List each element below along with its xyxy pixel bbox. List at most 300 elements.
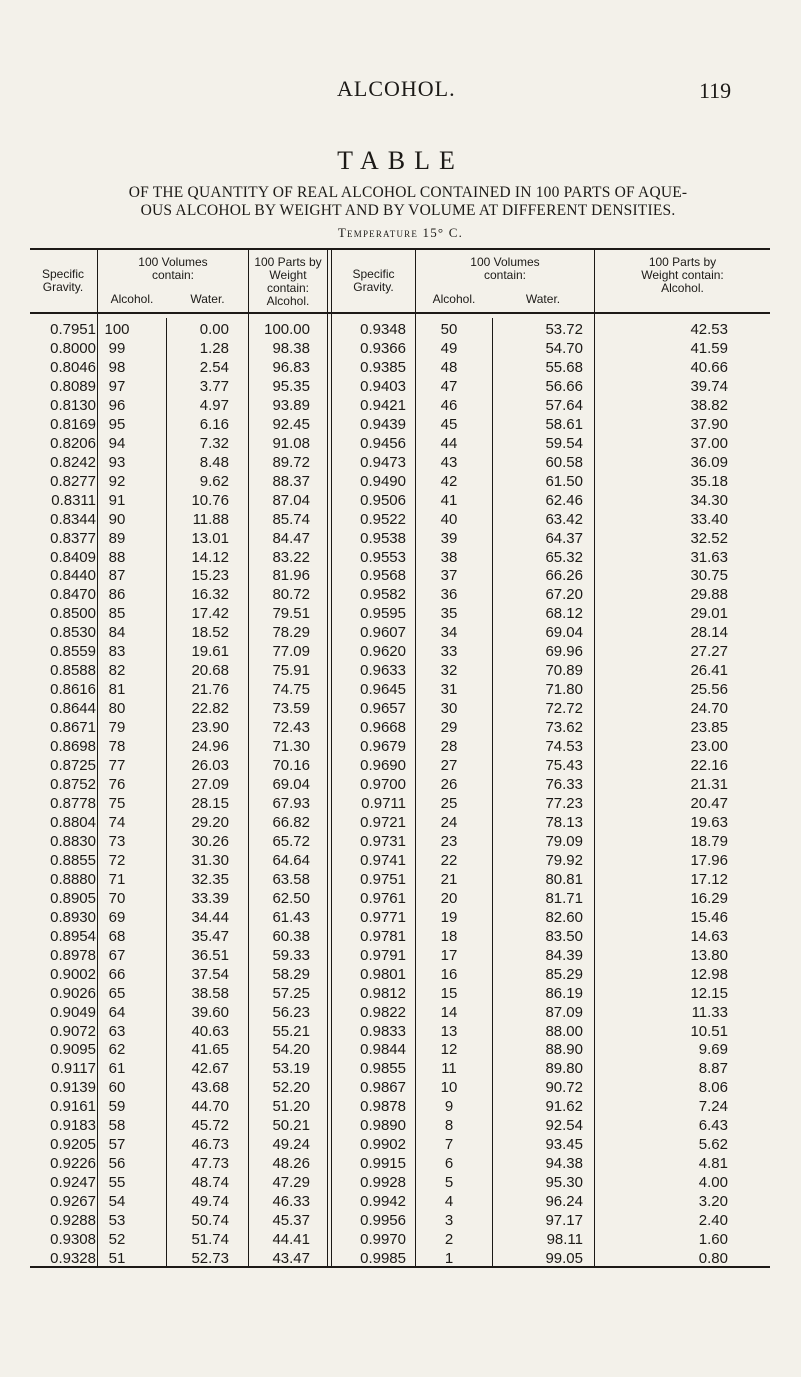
table-cell: 87.09 [545, 1003, 583, 1021]
table-cell: 18.79 [690, 832, 728, 850]
table-cell: 0.9751 [360, 870, 406, 888]
column-divider [331, 250, 332, 1266]
table-cell: 36.09 [690, 453, 728, 471]
table-cell: 44 [440, 434, 458, 452]
table-cell: 96.83 [272, 358, 310, 376]
table-cell: 0.8588 [50, 662, 96, 680]
table-cell: 56 [108, 1155, 126, 1173]
table-cell: 6 [444, 1155, 454, 1173]
table-cell: 57 [108, 1136, 126, 1154]
table-cell: 7.32 [199, 434, 229, 452]
table-cell: 0.9095 [50, 1041, 96, 1059]
table-cell: 38 [440, 548, 458, 566]
table-cell: 0.8377 [50, 529, 96, 547]
header-volumes: 100 Volumes contain: [138, 255, 208, 282]
table-cell: 11.33 [691, 1003, 728, 1021]
table-cell: 16.29 [690, 889, 728, 907]
table-cell: 0.9328 [50, 1250, 96, 1268]
table-cell: 13.80 [690, 946, 728, 964]
table-cell: 99 [108, 339, 126, 357]
table-cell: 9 [444, 1098, 454, 1116]
table-cell: 36.51 [191, 946, 229, 964]
table-cell: 71.80 [545, 681, 583, 699]
table-cell: 17.96 [690, 851, 728, 869]
header-volumes: 100 Volumes contain: [470, 255, 540, 282]
table-cell: 0.9247 [50, 1174, 96, 1192]
table-cell: 29.88 [690, 586, 728, 604]
table-cell: 37 [440, 567, 458, 585]
temperature-note: Temperature 15° C. [337, 225, 464, 240]
table-cell: 97.17 [545, 1212, 583, 1230]
table-cell: 6.16 [199, 415, 229, 433]
table-cell: 74 [108, 813, 126, 831]
table-cell: 49.24 [272, 1136, 310, 1154]
table-cell: 0.8344 [50, 510, 96, 528]
table-cell: 23.90 [191, 719, 229, 737]
table-cell: 95 [108, 415, 126, 433]
header-specific-gravity: Specific Gravity. [41, 267, 85, 294]
table-cell: 44.41 [272, 1231, 310, 1249]
table-cell: 20 [440, 889, 458, 907]
table-cell: 24.96 [191, 738, 229, 756]
table-cell: 36 [440, 586, 458, 604]
table-cell: 0.9026 [50, 984, 96, 1002]
table-cell: 75 [108, 795, 126, 812]
table-cell: 0.9741 [360, 851, 406, 869]
header-water: Water. [190, 292, 225, 306]
table-cell: 26 [440, 776, 458, 794]
header-water: Water. [525, 292, 561, 306]
table-cell: 15.23 [191, 567, 229, 585]
table-cell: 78 [108, 738, 126, 756]
table-cell: 0.8130 [50, 396, 96, 414]
table-cell: 23 [440, 832, 458, 850]
table-cell: 69.04 [545, 624, 583, 642]
table-cell: 85.74 [272, 510, 310, 528]
table-cell: 73.59 [272, 700, 310, 718]
table-cell: 29.01 [690, 605, 728, 623]
table-cell: 48.26 [272, 1155, 310, 1173]
table-cell: 63.58 [272, 870, 310, 888]
table-cell: 91 [108, 491, 126, 509]
table-cell: 93 [108, 453, 126, 471]
table-cell: 8.06 [698, 1079, 728, 1097]
table-cell: 41.65 [191, 1041, 229, 1059]
table-cell: 19.61 [191, 643, 229, 661]
table-cell: 0.8725 [50, 757, 96, 775]
table-cell: 35 [440, 605, 458, 623]
table-cell: 79 [108, 719, 126, 737]
table-cell: 42 [440, 472, 458, 490]
table-cell: 92.45 [272, 415, 310, 433]
table-cell: 0.8752 [50, 776, 96, 794]
table-cell: 30 [440, 700, 458, 718]
table-cell: 0.8242 [50, 453, 96, 471]
table-cell: 0.8616 [50, 681, 96, 699]
table-cell: 0.8206 [50, 434, 96, 452]
table-cell: 58.29 [272, 965, 310, 983]
table-cell: 0.9421 [360, 396, 406, 414]
table-cell: 0.9456 [360, 434, 406, 452]
table-cell: 73 [108, 832, 126, 850]
table-cell: 88 [108, 548, 126, 566]
table-cell: 78.29 [272, 624, 310, 642]
table-cell: 61 [108, 1060, 126, 1078]
table-cell: 0.9690 [360, 757, 406, 775]
table-cell: 9.62 [199, 472, 229, 490]
table-cell: 97 [108, 377, 126, 395]
table-cell: 94 [108, 434, 126, 452]
table-cell: 81.96 [272, 567, 310, 585]
table-cell: 99.05 [545, 1250, 583, 1268]
table-cell: 77.09 [272, 643, 310, 661]
table-cell: 84.39 [545, 946, 583, 964]
table-cell: 88.37 [272, 472, 310, 490]
table-cell: 0.9812 [360, 984, 406, 1002]
table-cell: 22.16 [690, 757, 728, 775]
table-cell: 67.93 [272, 795, 310, 812]
table-cell: 61.43 [272, 908, 310, 926]
table-cell: 16 [440, 965, 458, 983]
table-cell: 0.9711 [361, 795, 406, 812]
table-cell: 46.33 [272, 1193, 310, 1211]
table-cell: 17.12 [690, 870, 728, 888]
table-cell: 34.30 [690, 491, 728, 509]
table-cell: 0.9538 [360, 529, 406, 547]
table-cell: 26.41 [690, 662, 728, 680]
table-cell: 24 [440, 813, 458, 831]
table-cell: 23.00 [690, 738, 728, 756]
table-cell: 79.09 [545, 832, 583, 850]
table-cell: 61.50 [545, 472, 583, 490]
table-cell: 28 [440, 738, 458, 756]
table-cell: 0.9822 [360, 1003, 406, 1021]
table-cell: 71.30 [272, 738, 310, 756]
table-cell: 88.00 [545, 1022, 583, 1040]
table-cell: 35.18 [690, 472, 728, 490]
table-cell: 33.40 [690, 510, 728, 528]
table-cell: 24.70 [690, 700, 728, 718]
table-cell: 69 [108, 908, 126, 926]
table-cell: 1.28 [199, 339, 229, 357]
table-cell: 100.00 [264, 321, 310, 338]
table-cell: 68 [108, 927, 126, 945]
table-cell: 72 [108, 851, 126, 869]
table-cell: 17 [440, 946, 458, 964]
table-cell: 38.58 [191, 984, 229, 1002]
table-cell: 0.8954 [50, 927, 96, 945]
table-cell: 69.04 [272, 776, 310, 794]
table-cell: 0.8500 [50, 605, 96, 623]
table-cell: 12.15 [690, 984, 728, 1002]
table-cell: 19 [440, 908, 458, 926]
table-cell: 45.37 [272, 1212, 310, 1230]
table-cell: 0.9633 [360, 662, 406, 680]
table-cell: 98 [108, 358, 126, 376]
table-cell: 26.03 [191, 757, 229, 775]
table-cell: 60.38 [272, 927, 310, 945]
table-cell: 0.9161 [50, 1098, 96, 1116]
table-cell: 0.8855 [50, 851, 96, 869]
table-cell: 0.9731 [360, 832, 406, 850]
header-alcohol: Alcohol. [110, 292, 154, 306]
table-cell: 41 [440, 491, 458, 509]
table-cell: 47 [440, 377, 458, 395]
table-cell: 0.8930 [50, 908, 96, 926]
table-cell: 5.62 [698, 1136, 728, 1154]
table-cell: 73.62 [545, 719, 583, 737]
table-cell: 22 [440, 851, 458, 869]
table-cell: 43 [440, 453, 458, 471]
table-cell: 49 [440, 339, 458, 357]
table-cell: 39.74 [690, 377, 728, 395]
table-cell: 32 [440, 662, 458, 680]
table-cell: 56.23 [272, 1003, 310, 1021]
table-cell: 0.9568 [360, 567, 406, 585]
table-cell: 78.13 [545, 813, 583, 831]
table-cell: 21.76 [191, 681, 229, 699]
table-cell: 0.9049 [50, 1003, 96, 1021]
table-cell: 0.8089 [50, 377, 96, 395]
table-cell: 0.9490 [360, 472, 406, 490]
table-cell: 0.8671 [50, 719, 96, 737]
table-cell: 91.08 [272, 434, 310, 452]
table-cell: 27 [440, 757, 458, 775]
table-cell: 20.47 [690, 795, 728, 812]
table-cell: 66 [108, 965, 126, 983]
table-cell: 4 [444, 1193, 454, 1211]
table-cell: 0.9771 [360, 908, 406, 926]
table-cell: 51.20 [272, 1098, 310, 1116]
table-cell: 32.52 [690, 529, 728, 547]
table-cell: 80 [108, 700, 126, 718]
table-cell: 64.37 [545, 529, 583, 547]
table-cell: 27.09 [191, 776, 229, 794]
table-cell: 74.75 [272, 681, 310, 699]
table-cell: 42.53 [690, 321, 728, 338]
table-cell: 83.22 [272, 548, 310, 566]
table-cell: 0.9366 [360, 339, 406, 357]
table-cell: 0.8530 [50, 624, 96, 642]
table-cell: 14.12 [191, 548, 229, 566]
table-cell: 21 [440, 870, 458, 888]
table-cell: 0.00 [199, 321, 229, 338]
table-cell: 51 [108, 1250, 126, 1268]
table-cell: 43.68 [191, 1079, 229, 1097]
table-cell: 94.38 [545, 1155, 583, 1173]
table-cell: 0.9553 [360, 548, 406, 566]
table-cell: 72.72 [545, 700, 583, 718]
table-cell: 0.8169 [50, 415, 96, 433]
table-cell: 70.89 [545, 662, 583, 680]
table-cell: 0.8470 [50, 586, 96, 604]
table-cell: 48 [440, 358, 458, 376]
table-cell: 9.69 [698, 1041, 728, 1059]
table-cell: 0.9267 [50, 1193, 96, 1211]
table-cell: 8 [444, 1117, 454, 1135]
table-cell: 75.43 [545, 757, 583, 775]
table-cell: 46 [440, 396, 458, 414]
table-cell: 37.54 [191, 965, 229, 983]
table-cell: 53.72 [545, 321, 583, 338]
table-cell: 87 [108, 567, 126, 585]
table-cell: 42.67 [191, 1060, 229, 1078]
table-cell: 60.58 [545, 453, 583, 471]
table-cell: 3.77 [199, 377, 229, 395]
table-cell: 0.9582 [360, 586, 406, 604]
table-cell: 62 [108, 1041, 126, 1059]
table-cell: 2.40 [698, 1212, 728, 1230]
table-cell: 67.20 [545, 586, 583, 604]
table-cell: 0.9385 [360, 358, 406, 376]
table-cell: 86.19 [545, 984, 583, 1002]
table-cell: 80.72 [272, 586, 310, 604]
table-cell: 8.87 [698, 1060, 728, 1078]
table-cell: 6.43 [698, 1117, 728, 1135]
table-cell: 0.8000 [50, 339, 96, 357]
table-cell: 29 [440, 719, 458, 737]
table-cell: 0.9205 [50, 1136, 96, 1154]
table-cell: 54 [108, 1193, 126, 1211]
table-cell: 48.74 [191, 1174, 229, 1192]
table-cell: 59.33 [272, 946, 310, 964]
table-cell: 0.9928 [360, 1174, 406, 1192]
table-cell: 70.16 [272, 757, 310, 775]
table-cell: 3.20 [698, 1193, 728, 1211]
table-cell: 28.14 [690, 624, 728, 642]
table-cell: 0.9902 [360, 1136, 406, 1154]
table-cell: 18 [440, 927, 458, 945]
table-cell: 16.32 [191, 586, 229, 604]
table-cell: 98.11 [546, 1231, 583, 1249]
table-cell: 0.8644 [50, 700, 96, 718]
table-cell: 72.43 [272, 719, 310, 737]
table-cell: 37.00 [690, 434, 728, 452]
table-cell: 29.20 [191, 813, 229, 831]
table-cell: 0.9791 [360, 946, 406, 964]
header-weight: 100 Parts by Weight contain: Alcohol. [641, 255, 724, 295]
table-cell: 1 [444, 1250, 454, 1268]
table-cell: 82.60 [545, 908, 583, 926]
header-alcohol: Alcohol. [432, 292, 476, 306]
table-cell: 93.45 [545, 1136, 583, 1154]
table-cell: 70 [108, 889, 126, 907]
table-cell: 15 [440, 984, 458, 1002]
table-cell: 31 [440, 681, 458, 699]
table-cell: 10.51 [690, 1022, 728, 1040]
table-cell: 15.46 [690, 908, 728, 926]
table-cell: 8.48 [199, 453, 229, 471]
table-cell: 0.9620 [360, 643, 406, 661]
table-cell: 20.68 [191, 662, 229, 680]
table-cell: 10.76 [191, 491, 229, 509]
table-cell: 25.56 [690, 681, 728, 699]
table-cell: 50.21 [272, 1117, 310, 1135]
table-cell: 86 [108, 586, 126, 604]
header-bottom-rule [30, 312, 770, 314]
table-cell: 12.98 [690, 965, 728, 983]
table-cell: 0.9878 [360, 1098, 406, 1116]
table-cell: 92.54 [545, 1117, 583, 1135]
table-cell: 65 [108, 984, 126, 1002]
table-cell: 80.81 [545, 870, 583, 888]
table-cell: 0.9288 [50, 1212, 96, 1230]
page-number: 119 [699, 78, 732, 103]
table-cell: 55.68 [545, 358, 583, 376]
table-cell: 0.9226 [50, 1155, 96, 1173]
table-cell: 96 [108, 396, 126, 414]
table-cell: 50.74 [191, 1212, 229, 1230]
subtitle-line: OUS ALCOHOL BY WEIGHT AND BY VOLUME AT DIFFERENT DENSITIES. [140, 202, 676, 219]
table-cell: 0.9439 [360, 415, 406, 433]
table-cell: 34.44 [191, 908, 229, 926]
table-cell: 65.72 [272, 832, 310, 850]
table-cell: 89.72 [272, 453, 310, 471]
table-cell: 19.63 [690, 813, 728, 831]
table-cell: 0.7951 [50, 321, 96, 338]
table-cell: 95.30 [545, 1174, 583, 1192]
table-cell: 64 [108, 1003, 126, 1021]
table-cell: 0.9970 [360, 1231, 406, 1249]
table-cell: 0.9522 [360, 510, 406, 528]
table-cell: 0.9781 [360, 927, 406, 945]
table-cell: 0.80 [698, 1250, 728, 1268]
table-cell: 76.33 [545, 776, 583, 794]
table-cell: 58.61 [545, 415, 583, 433]
table-cell: 74.53 [545, 738, 583, 756]
subtitle-line: OF THE QUANTITY OF REAL ALCOHOL CONTAINED IN 100 PARTS OF AQUE- [128, 184, 688, 201]
table-cell: 65.32 [545, 548, 583, 566]
table-cell: 0.9855 [360, 1060, 406, 1078]
table-cell: 0.8046 [50, 358, 96, 376]
table-cell: 30.26 [191, 832, 229, 850]
table-cell: 57.64 [545, 396, 583, 414]
table-cell: 0.9890 [360, 1117, 406, 1135]
table-cell: 41.59 [690, 339, 728, 357]
table-cell: 83 [108, 643, 126, 661]
table-cell: 7 [444, 1136, 454, 1154]
table-cell: 0.9867 [360, 1079, 406, 1097]
table-cell: 37.90 [690, 415, 728, 433]
table-cell: 21.31 [690, 776, 728, 794]
table-cell: 77 [108, 757, 126, 775]
table-cell: 0.9844 [360, 1041, 406, 1059]
table-cell: 0.9645 [360, 681, 406, 699]
table-cell: 85 [108, 605, 126, 623]
table-cell: 3 [444, 1212, 454, 1230]
table-cell: 30.75 [690, 567, 728, 585]
table-cell: 0.9139 [50, 1079, 96, 1097]
table-cell: 0.8559 [50, 643, 96, 661]
table-cell: 53.19 [272, 1060, 310, 1078]
column-divider [327, 250, 328, 1266]
table-cell: 28.15 [191, 795, 229, 812]
table-cell: 32.35 [191, 870, 229, 888]
table-cell: 0.8778 [50, 795, 96, 812]
table-cell: 58 [108, 1117, 126, 1135]
table-cell: 0.9117 [51, 1060, 96, 1078]
table-cell: 0.8311 [51, 491, 96, 509]
table-cell: 0.9985 [360, 1250, 406, 1268]
table-cell: 4.97 [199, 396, 229, 414]
table-cell: 0.9721 [360, 813, 406, 831]
table-cell: 0.9956 [360, 1212, 406, 1230]
table-cell: 50 [440, 321, 458, 338]
table-cell: 40.63 [191, 1022, 229, 1040]
table-cell: 11 [441, 1060, 457, 1078]
table-cell: 11.88 [192, 510, 229, 528]
table-cell: 79.51 [272, 605, 310, 623]
